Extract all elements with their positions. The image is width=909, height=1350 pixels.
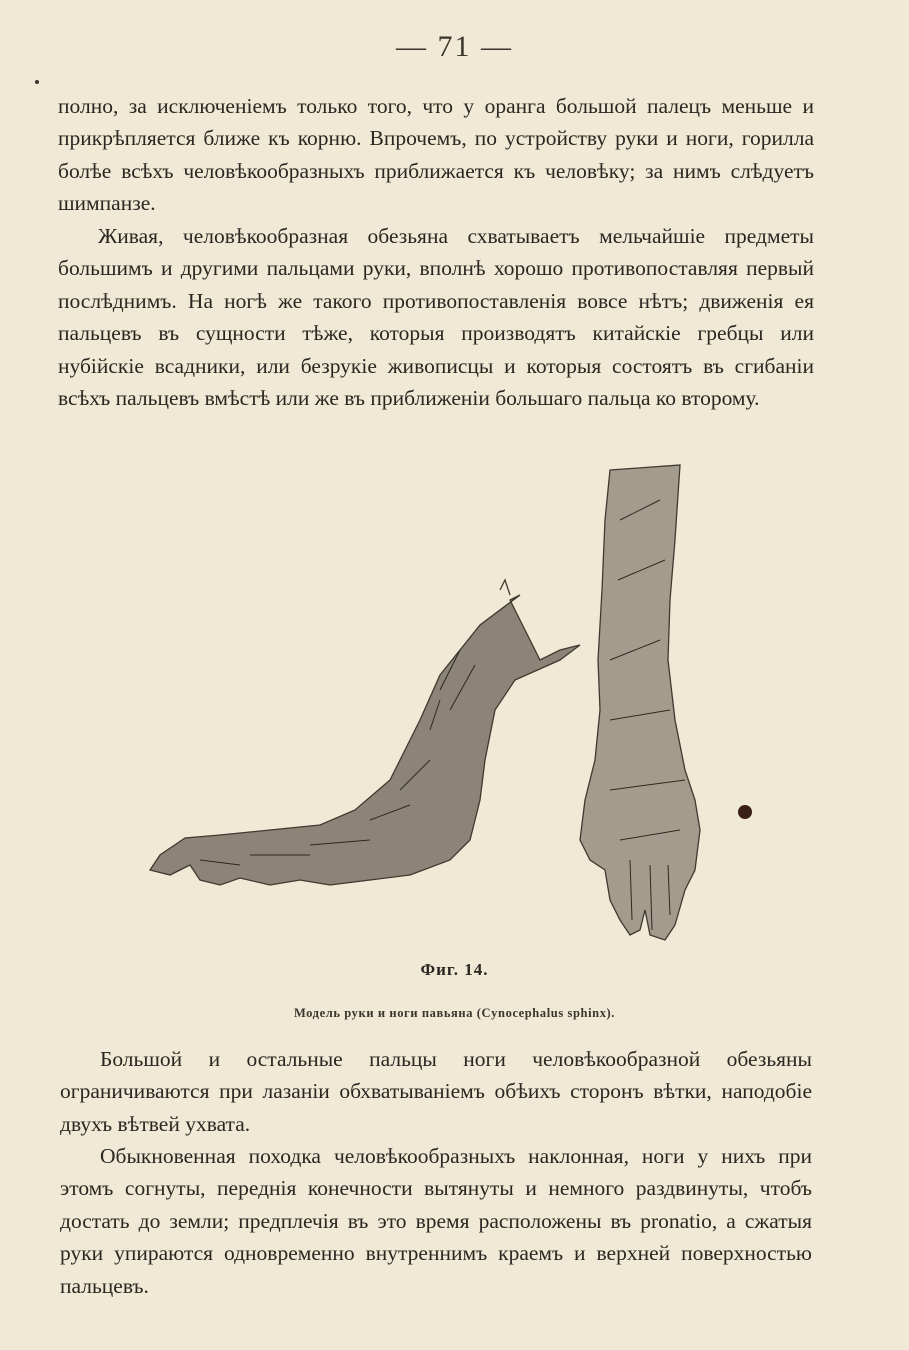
ink-spot [738,805,752,819]
margin-mark [35,80,39,84]
figure-illustration [140,460,780,960]
paragraph-3: Большой и остальные пальцы ноги человѣкообразной обезьяны ограничиваются при лазанiи обхватыванiемъ обѣихъ сторонъ вѣтки, наподобiе двухъ вѣтвей ухвата. [60,1047,812,1136]
foot-drawing [150,580,580,885]
hand-drawing [580,465,700,940]
page-number: — 71 — [396,30,513,63]
figure-title: Фиг. 14. [420,960,489,979]
figure-caption: Модель руки и ноги павьяна (Cynocephalus sphinx). [293,1006,616,1020]
paragraph-4: Обыкновенная походка человѣкообразныхъ наклонная, ноги у нихъ при этомъ согнуты, переднiя конечности вытянуты и немного раздвинуты, чтобъ достать до земли; предплечiя въ это время расположены въ pronatio, а сжатыя руки упираются одновременно внутреннимъ краемъ и верхней поверхностью пальцевъ. [60,1144,812,1298]
paragraph-2: Живая, человѣкообразная обезьяна схватываетъ мельчайшiе предметы большимъ и другими пальцами руки, вполнѣ хорошо противопоставляя первый послѣднимъ. На ногѣ же такого противопоставленiя вовсе нѣтъ; движенiя ея пальцевъ въ сущности тѣже, которыя производятъ китайскiе гребцы или нубiйскiе всадники, или безрукiе живописцы и которыя состоятъ въ сгибанiи всѣхъ пальцевъ вмѣстѣ или же въ приближенiи большаго пальца ко второму. [58,224,814,411]
paragraph-1: полно, за исключенiемъ только того, что у оранга большой палецъ меньше и прикрѣпляется ближе къ корню. Впрочемъ, по устройству руки и ноги, горилла болѣе всѣхъ человѣкообразныхъ приближается къ человѣку; за нимъ слѣдуетъ шимпанзе. [58,94,814,216]
